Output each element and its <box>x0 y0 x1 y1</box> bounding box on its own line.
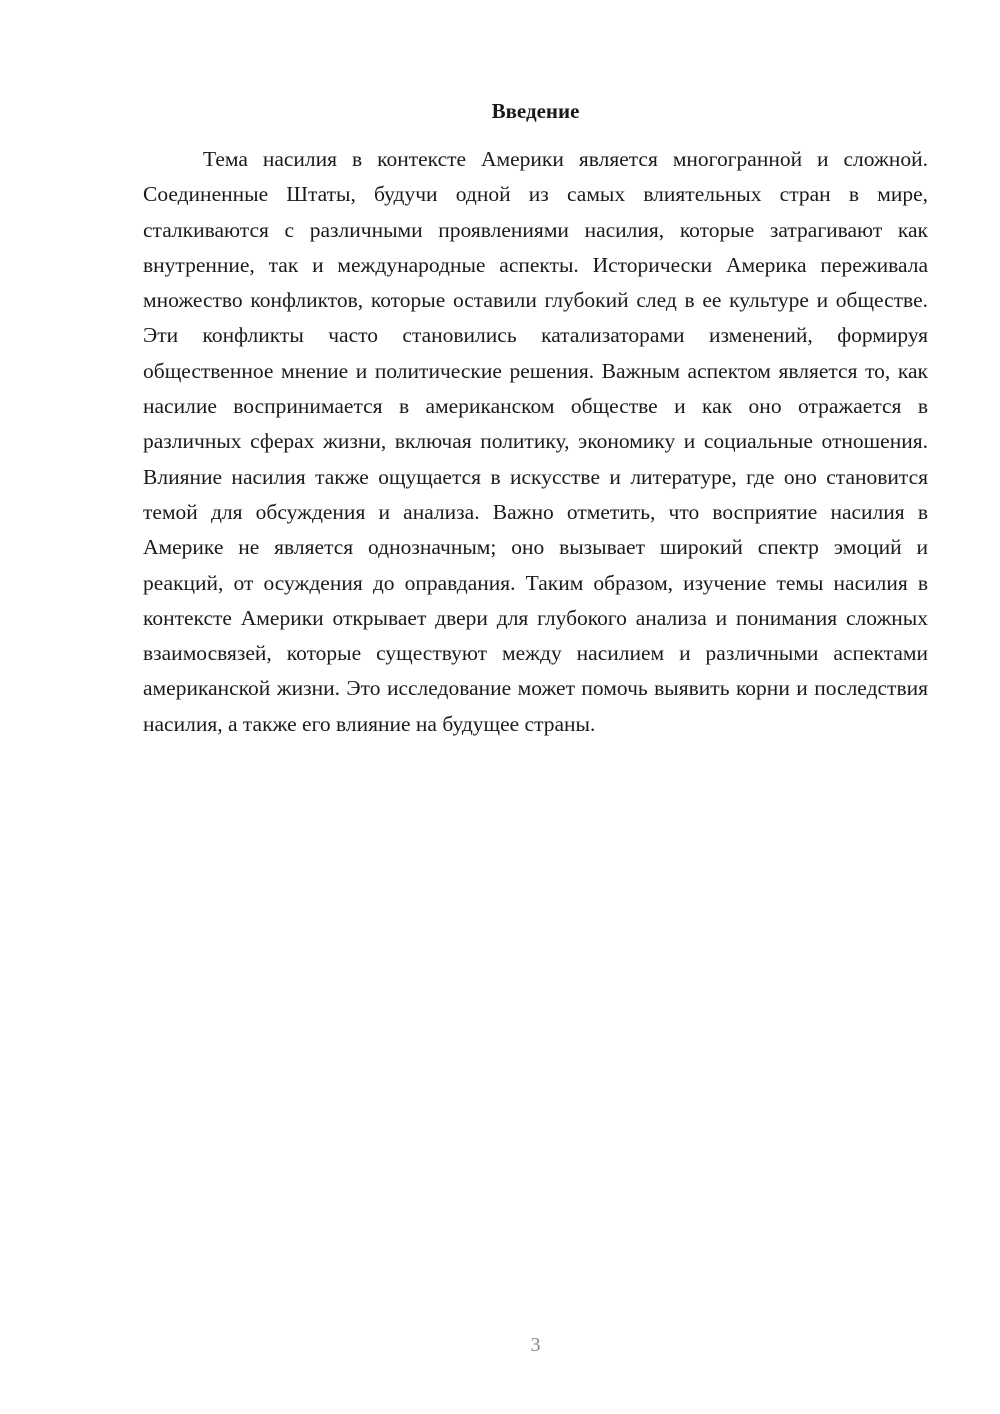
section-heading: Введение <box>491 99 580 123</box>
page-number: 3 <box>530 1334 541 1356</box>
body-paragraph: Тема насилия в контексте Америки является многогранной и сложной. Соединенные Штаты, будучи одной из самых влиятельных стран в мире, сталкиваются с различными проявлениями насилия, которые затрагивают как внутренние, так и международные аспекты. Исторически Америка переживала множество конфликтов, которые оставили глубокий след в ее культуре и обществе. Эти конфликты часто становились катализаторами изменений, формируя общественное мнение и политические решения. Важным аспектом является то, как насилие воспринимается в американском обществе и как оно отражается в различных сферах жизни, включая политику, экономику и социальные отношения. Влияние насилия также ощущается в искусстве и литературе, где оно становится темой для обсуждения и анализа. Важно отметить, что восприятие насилия в Америке не является однозначным; оно вызывает широкий спектр эмоций и реакций, от осуждения до оправдания. Таким образом, изучение темы насилия в контексте Америки открывает двери для глубокого анализа и понимания сложных взаимосвязей, которые существуют между насилием и различными аспектами американской жизни. Это исследование может помочь выявить корни и последствия насилия, а также его влияние на будущее страны. <box>143 147 928 736</box>
